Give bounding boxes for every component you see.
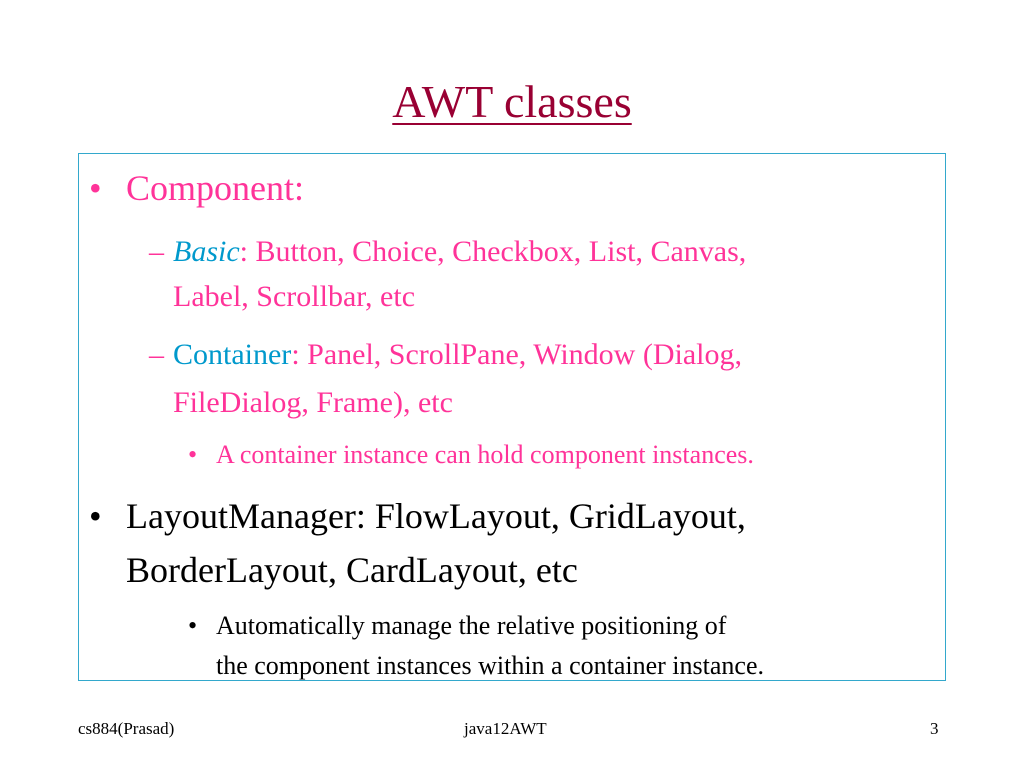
footer-page-number: 3: [930, 719, 939, 738]
basic-line1: [173, 233, 746, 271]
content-box: [78, 153, 946, 681]
basic-list: : Button, Choice, Checkbox, List, Canvas,: [239, 235, 747, 268]
footer-center: java12AWT: [464, 719, 547, 738]
footer-left: cs884(Prasad): [78, 719, 175, 738]
basic-line2: Label, Scrollbar, etc: [173, 280, 416, 313]
component-heading: Component:: [126, 168, 304, 208]
basic-term: Basic: [173, 235, 240, 268]
bullet-component: •: [89, 168, 102, 208]
dash-basic: –: [149, 235, 164, 268]
bullet-layout-manager: •: [89, 496, 102, 536]
slide-title: AWT classes: [392, 76, 632, 127]
container-term: Container: [173, 338, 292, 371]
layout-manager-line1: LayoutManager: FlowLayout, GridLayout,: [126, 496, 746, 536]
container-list: : Panel, ScrollPane, Window (Dialog,: [291, 338, 742, 371]
bullet-container-note: •: [188, 440, 198, 469]
dash-container: –: [149, 338, 164, 371]
container-line2: FileDialog, Frame), etc: [173, 386, 453, 419]
layout-note-line2: the component instances within a container instance.: [216, 651, 764, 680]
container-note: A container instance can hold component instances.: [216, 440, 754, 469]
layout-manager-line2: BorderLayout, CardLayout, etc: [126, 550, 578, 590]
layout-note-line1: Automatically manage the relative positioning of: [216, 611, 727, 640]
container-line1: [173, 336, 742, 374]
bullet-layout-note: •: [188, 611, 198, 640]
